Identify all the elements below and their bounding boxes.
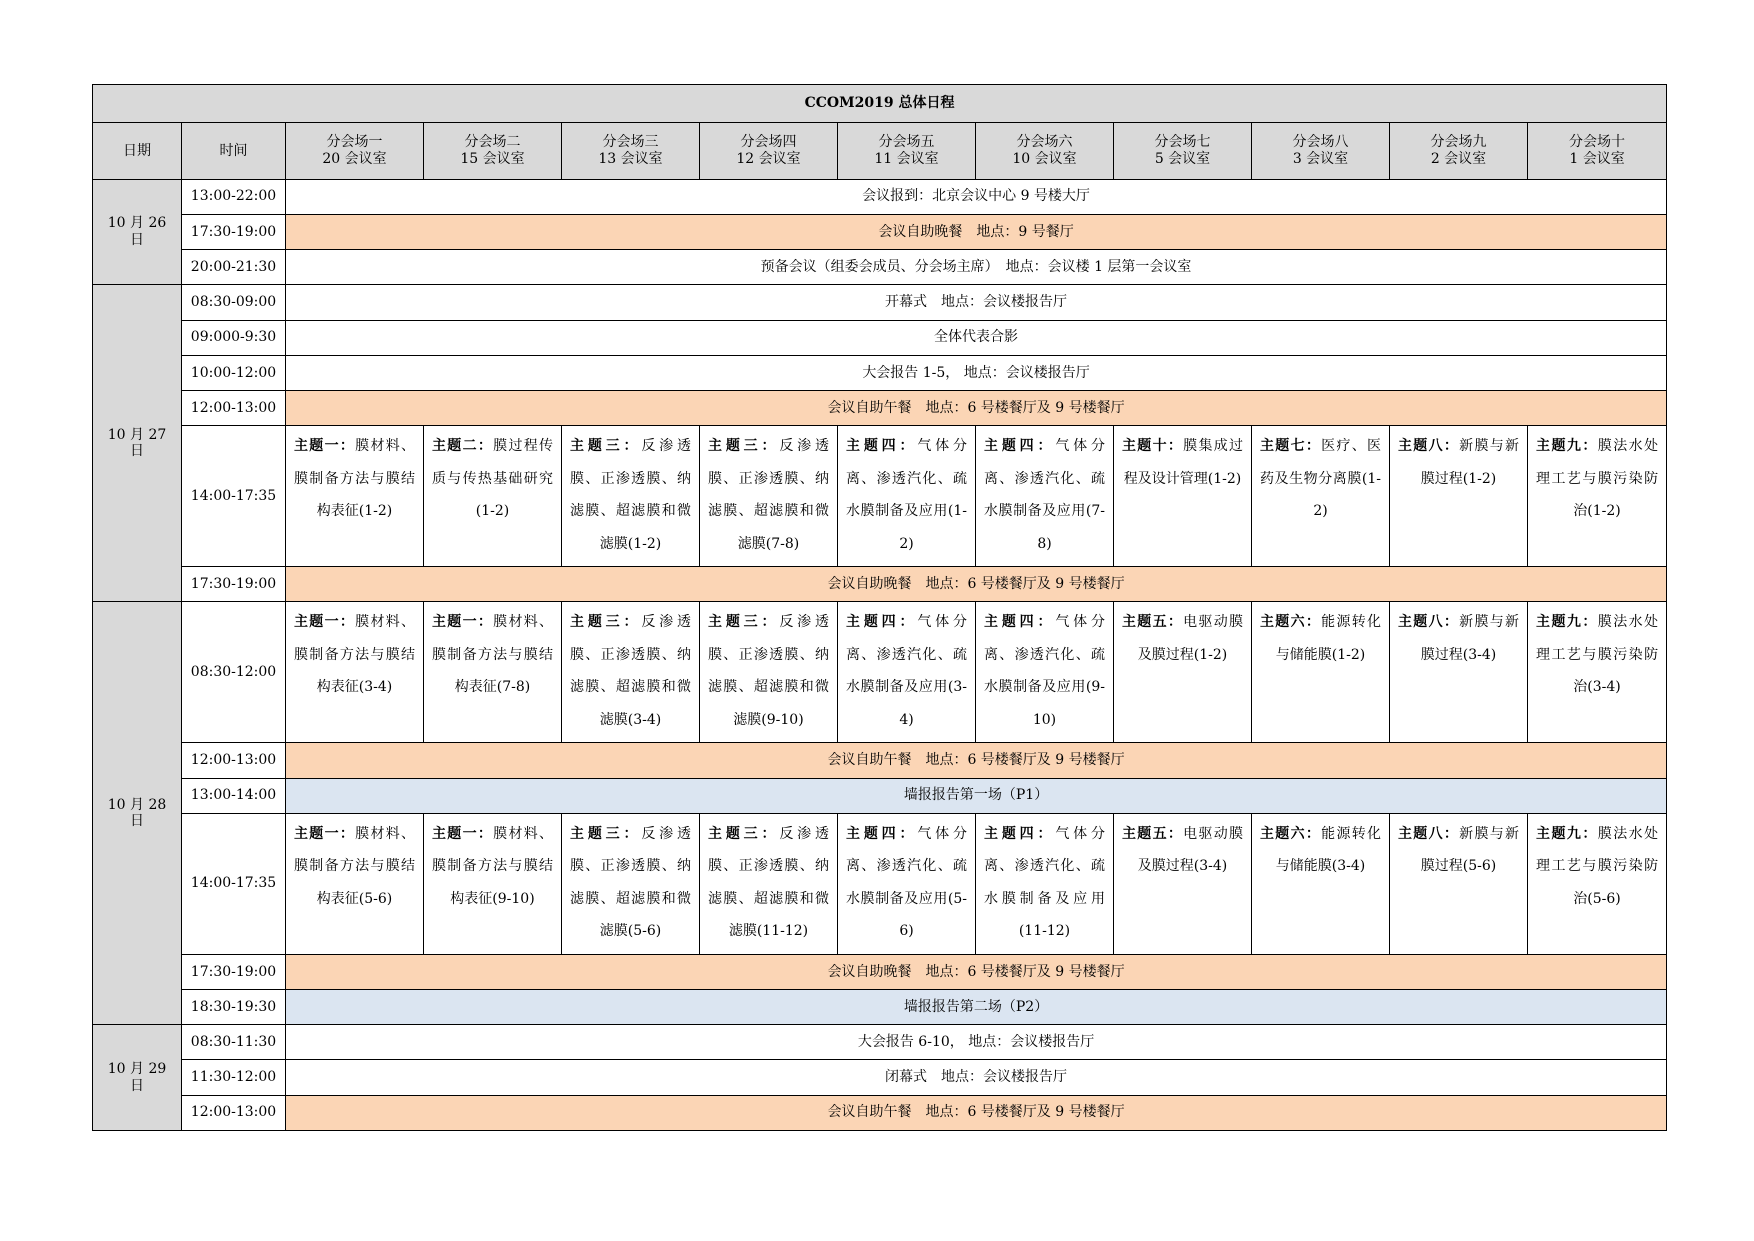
venue-room: 15 会议室: [460, 150, 525, 167]
date-line: 日: [130, 443, 144, 460]
venue-room: 13 会议室: [598, 150, 663, 167]
event-cell: 闭幕式 地点：会议楼报告厅: [286, 1060, 1667, 1095]
venue-room: 5 会议室: [1154, 150, 1211, 167]
session-cell: [1390, 813, 1528, 954]
venue-name: 分会场六: [1016, 134, 1073, 151]
session-cell: [1390, 426, 1528, 567]
session-topic-text: 反渗透膜、正渗透膜、纳滤膜、超滤膜和微滤膜(9-10): [708, 614, 830, 728]
session-topic-text: 反渗透膜、正渗透膜、纳滤膜、超滤膜和微滤膜(3-4): [570, 614, 692, 728]
event-row: [93, 1060, 1667, 1095]
time-cell: 17:30-19:00: [182, 954, 286, 989]
date-line: 10 月 27: [107, 426, 167, 443]
venue-header: [976, 123, 1114, 179]
session-topic-label: 主题四：: [984, 438, 1056, 455]
session-topic-label: 主题四：: [984, 614, 1056, 631]
date-cell: [93, 179, 182, 285]
session-topic-text: 反渗透膜、正渗透膜、纳滤膜、超滤膜和微滤膜(5-6): [570, 825, 692, 940]
venue-header: [1114, 123, 1252, 179]
time-cell: 12:00-13:00: [182, 743, 286, 778]
session-topic-label: 主题九：: [1536, 825, 1598, 842]
time-cell: 12:00-13:00: [182, 1095, 286, 1130]
session-topic-text: 反渗透膜、正渗透膜、纳滤膜、超滤膜和微滤膜(11-12): [708, 825, 830, 940]
event-cell: 大会报告 1-5， 地点：会议楼报告厅: [286, 355, 1667, 390]
session-cell: [1528, 602, 1667, 743]
session-topic-text: 膜材料、膜制备方法与膜结构表征(7-8): [432, 614, 554, 696]
event-row: [93, 285, 1667, 320]
session-topic-label: 主题三：: [570, 438, 642, 455]
time-cell: 08:30-09:00: [182, 285, 286, 320]
venue-header: [1252, 123, 1390, 179]
venue-name: 分会场八: [1292, 134, 1349, 151]
session-topic-label: 主题五：: [1122, 614, 1184, 631]
session-topic-label: 主题十：: [1122, 438, 1184, 455]
session-topic-label: 主题三：: [570, 825, 642, 842]
session-cell: [838, 813, 976, 954]
venue-header: [424, 123, 562, 179]
session-cell: [976, 813, 1114, 954]
event-cell: 会议自助午餐 地点：6 号楼餐厅及 9 号楼餐厅: [286, 1095, 1667, 1130]
date-line: 10 月 28: [107, 796, 167, 813]
date-column-header: 日期: [93, 123, 182, 179]
session-topic-label: 主题八：: [1398, 614, 1460, 631]
event-row: [93, 1025, 1667, 1060]
session-topic-text: 新膜与新膜过程(3-4): [1420, 614, 1520, 663]
venue-name: 分会场二: [464, 134, 521, 151]
session-cell: [286, 813, 424, 954]
session-topic-label: 主题六：: [1260, 825, 1322, 842]
venue-name: 分会场三: [602, 134, 659, 151]
session-row: [93, 426, 1667, 567]
session-cell: [700, 602, 838, 743]
session-topic-label: 主题七：: [1260, 438, 1322, 455]
session-topic-label: 主题一：: [294, 825, 356, 842]
session-topic-text: 膜材料、膜制备方法与膜结构表征(5-6): [294, 825, 416, 907]
session-topic-label: 主题六：: [1260, 614, 1322, 631]
time-cell: 13:00-14:00: [182, 778, 286, 813]
venue-name: 分会场四: [740, 134, 797, 151]
session-topic-label: 主题三：: [708, 825, 780, 842]
date-line: 日: [130, 231, 144, 248]
session-topic-text: 反渗透膜、正渗透膜、纳滤膜、超滤膜和微滤膜(7-8): [708, 438, 830, 552]
schedule-title: CCOM2019 总体日程: [93, 85, 1667, 123]
event-row: [93, 320, 1667, 355]
venue-room: 11 会议室: [874, 150, 939, 167]
session-topic-text: 膜过程传质与传热基础研究(1-2): [432, 438, 554, 520]
time-cell: 17:30-19:00: [182, 214, 286, 249]
time-cell: 20:00-21:30: [182, 250, 286, 285]
event-cell: 墙报报告第二场（P2）: [286, 990, 1667, 1025]
session-topic-text: 气体分离、渗透汽化、疏水膜制备及应用(9-10): [984, 614, 1106, 728]
session-topic-text: 气体分离、渗透汽化、疏水膜制备及应用(11-12): [984, 825, 1106, 940]
event-row: [93, 214, 1667, 249]
event-row: [93, 567, 1667, 602]
time-cell: 14:00-17:35: [182, 426, 286, 567]
session-topic-label: 主题一：: [432, 825, 494, 842]
session-cell: [1252, 602, 1390, 743]
session-cell: [838, 426, 976, 567]
event-cell: 开幕式 地点：会议楼报告厅: [286, 285, 1667, 320]
session-topic-text: 气体分离、渗透汽化、疏水膜制备及应用(1-2): [846, 438, 968, 552]
venue-room: 12 会议室: [736, 150, 801, 167]
session-cell: [424, 602, 562, 743]
time-cell: 12:00-13:00: [182, 391, 286, 426]
session-cell: [700, 813, 838, 954]
session-cell: [424, 426, 562, 567]
date-cell: [93, 1025, 182, 1131]
date-line: 10 月 26: [107, 215, 167, 232]
session-topic-text: 电驱动膜及膜过程(3-4): [1137, 825, 1244, 875]
session-topic-text: 新膜与新膜过程(1-2): [1420, 438, 1520, 487]
session-topic-label: 主题九：: [1536, 614, 1598, 631]
session-topic-label: 主题四：: [846, 825, 918, 842]
date-cell: [93, 602, 182, 1025]
time-cell: 08:30-12:00: [182, 602, 286, 743]
session-cell: [1528, 426, 1667, 567]
session-topic-label: 主题五：: [1122, 825, 1184, 842]
session-cell: [562, 813, 700, 954]
venue-header: [1528, 123, 1667, 179]
session-topic-label: 主题三：: [708, 614, 780, 631]
event-cell: 预备会议（组委会成员、分会场主席） 地点：会议楼 1 层第一会议室: [286, 250, 1667, 285]
event-row: [93, 954, 1667, 989]
venue-header: [1390, 123, 1528, 179]
session-topic-text: 能源转化与储能膜(3-4): [1275, 825, 1382, 875]
venue-name: 分会场九: [1430, 134, 1487, 151]
date-line: 10 月 29: [107, 1060, 167, 1077]
time-cell: 18:30-19:30: [182, 990, 286, 1025]
venue-header: [562, 123, 700, 179]
time-cell: 10:00-12:00: [182, 355, 286, 390]
event-cell: 大会报告 6-10， 地点：会议楼报告厅: [286, 1025, 1667, 1060]
event-cell: 会议自助晚餐 地点：6 号楼餐厅及 9 号楼餐厅: [286, 954, 1667, 989]
venue-room: 20 会议室: [322, 150, 387, 167]
session-cell: [1390, 602, 1528, 743]
session-cell: [1114, 426, 1252, 567]
time-cell: 11:30-12:00: [182, 1060, 286, 1095]
session-topic-text: 膜材料、膜制备方法与膜结构表征(3-4): [294, 614, 416, 696]
session-cell: [838, 602, 976, 743]
event-cell: 会议自助午餐 地点：6 号楼餐厅及 9 号楼餐厅: [286, 743, 1667, 778]
session-topic-text: 电驱动膜及膜过程(1-2): [1137, 614, 1244, 663]
session-cell: [1114, 602, 1252, 743]
venue-room: 1 会议室: [1569, 150, 1625, 167]
venue-room: 3 会议室: [1292, 150, 1349, 167]
event-row: [93, 743, 1667, 778]
session-topic-text: 能源转化与储能膜(1-2): [1275, 614, 1382, 663]
event-row: [93, 355, 1667, 390]
session-cell: [286, 426, 424, 567]
event-cell: 会议报到：北京会议中心 9 号楼大厅: [286, 179, 1667, 214]
venue-room: 2 会议室: [1430, 150, 1487, 167]
session-cell: [562, 426, 700, 567]
venue-name: 分会场七: [1154, 134, 1211, 151]
venue-header: [286, 123, 424, 179]
session-cell: [1252, 426, 1390, 567]
session-cell: [562, 602, 700, 743]
session-cell: [976, 602, 1114, 743]
event-cell: 会议自助晚餐 地点：9 号餐厅: [286, 214, 1667, 249]
event-cell: 会议自助晚餐 地点：6 号楼餐厅及 9 号楼餐厅: [286, 567, 1667, 602]
session-topic-text: 膜法水处理工艺与膜污染防治(1-2): [1536, 438, 1659, 520]
event-cell: 墙报报告第一场（P1）: [286, 778, 1667, 813]
session-topic-label: 主题二：: [432, 438, 494, 455]
session-row: [93, 813, 1667, 954]
session-topic-text: 气体分离、渗透汽化、疏水膜制备及应用(5-6): [846, 825, 968, 940]
session-topic-text: 医疗、医药及生物分离膜(1-2): [1260, 438, 1382, 520]
session-topic-text: 新膜与新膜过程(5-6): [1420, 825, 1520, 875]
venue-header: [838, 123, 976, 179]
session-cell: [700, 426, 838, 567]
session-topic-text: 膜集成过程及设计管理(1-2): [1123, 438, 1244, 487]
session-topic-label: 主题一：: [294, 614, 356, 631]
session-topic-text: 膜材料、膜制备方法与膜结构表征(9-10): [432, 825, 554, 907]
time-cell: 09:000-9:30: [182, 320, 286, 355]
session-topic-label: 主题三：: [708, 438, 780, 455]
session-cell: [286, 602, 424, 743]
session-topic-text: 膜法水处理工艺与膜污染防治(5-6): [1536, 825, 1659, 907]
session-topic-text: 气体分离、渗透汽化、疏水膜制备及应用(3-4): [846, 614, 968, 728]
date-cell: [93, 285, 182, 602]
venue-name: 分会场五: [878, 134, 935, 151]
event-row: [93, 250, 1667, 285]
event-cell: 会议自助午餐 地点：6 号楼餐厅及 9 号楼餐厅: [286, 391, 1667, 426]
time-column-header: 时间: [182, 123, 286, 179]
date-line: 日: [130, 813, 144, 830]
session-topic-label: 主题八：: [1398, 825, 1460, 842]
venue-name: 分会场十: [1569, 134, 1626, 151]
session-topic-label: 主题三：: [570, 614, 642, 631]
session-cell: [424, 813, 562, 954]
session-cell: [976, 426, 1114, 567]
event-row: [93, 778, 1667, 813]
event-row: [93, 391, 1667, 426]
venue-name: 分会场一: [326, 134, 383, 151]
time-cell: 08:30-11:30: [182, 1025, 286, 1060]
date-line: 日: [130, 1077, 144, 1094]
event-row: [93, 1095, 1667, 1130]
session-topic-label: 主题四：: [846, 614, 918, 631]
session-cell: [1114, 813, 1252, 954]
time-cell: 14:00-17:35: [182, 813, 286, 954]
venue-room: 10 会议室: [1012, 150, 1077, 167]
event-cell: 全体代表合影: [286, 320, 1667, 355]
session-cell: [1528, 813, 1667, 954]
session-topic-text: 气体分离、渗透汽化、疏水膜制备及应用(7-8): [984, 438, 1106, 552]
session-topic-label: 主题一：: [294, 438, 356, 455]
session-topic-text: 反渗透膜、正渗透膜、纳滤膜、超滤膜和微滤膜(1-2): [570, 438, 692, 552]
time-cell: 17:30-19:00: [182, 567, 286, 602]
session-topic-label: 主题四：: [984, 825, 1056, 842]
session-topic-label: 主题四：: [846, 438, 918, 455]
session-topic-label: 主题一：: [432, 614, 494, 631]
session-cell: [1252, 813, 1390, 954]
venue-header: [700, 123, 838, 179]
session-topic-text: 膜材料、膜制备方法与膜结构表征(1-2): [294, 438, 416, 520]
session-topic-text: 膜法水处理工艺与膜污染防治(3-4): [1536, 614, 1659, 696]
session-row: [93, 602, 1667, 743]
session-topic-label: 主题九：: [1536, 438, 1598, 455]
schedule-table: [92, 84, 1667, 1131]
time-cell: 13:00-22:00: [182, 179, 286, 214]
event-row: [93, 990, 1667, 1025]
session-topic-label: 主题八：: [1398, 438, 1460, 455]
event-row: [93, 179, 1667, 214]
